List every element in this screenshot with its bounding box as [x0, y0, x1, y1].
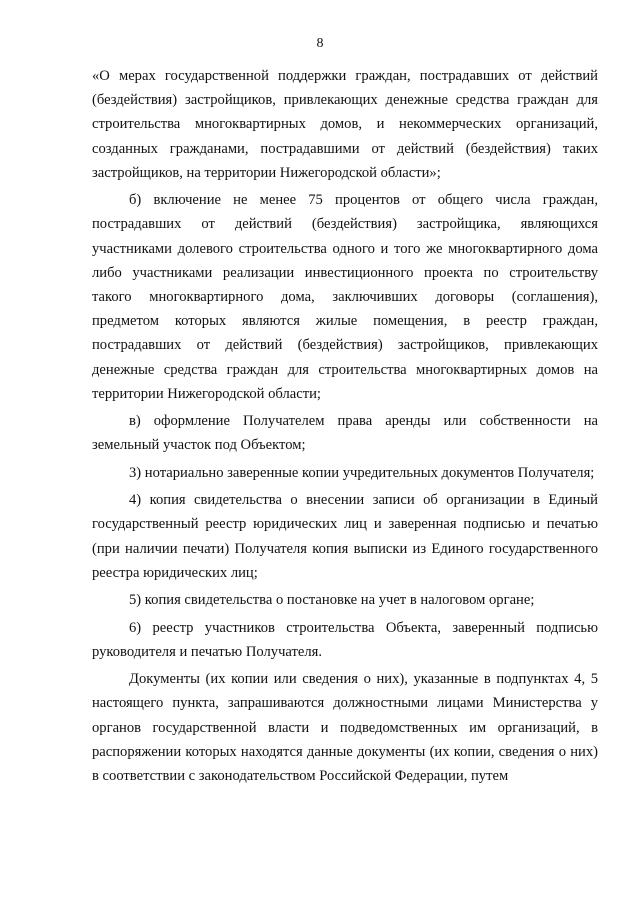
paragraph: 5) копия свидетельства о постановке на учет в налоговом органе;: [129, 592, 535, 609]
paragraph: б) включение не менее 75 процентов от общего числа граждан, пострадавших от действий (бездействия) застройщика, являющихся участниками долевого строительства одного и того же многоквартирного дома либо участниками реализации инвестиционного проекта по строительству такого многоквартирного дома, заключивших договоры (соглашения), предметом которых являются жилые помещения, в реестр граждан, пострадавших от действий (бездействия) застройщиков, привлекающих денежные средства граждан для строительства многоквартирных домов на территории Нижегородской области;: [92, 192, 598, 402]
page-number: 8: [316, 36, 324, 51]
paragraph: в) оформление Получателем права аренды или собственности на земельный участок под Объектом;: [92, 413, 598, 454]
paragraph: «О мерах государственной поддержки граждан, пострадавших от действий (бездействия) застройщиков, привлекающих денежные средства граждан для строительства многоквартирных домов, и некоммерческих организаций, созданных гражданами, пострадавшими от действий (бездействия) таких застройщиков, на территории Нижегородской области»;: [92, 68, 598, 181]
paragraph: 3) нотариально заверенные копии учредительных документов Получателя;: [129, 464, 595, 481]
document-body: [92, 64, 598, 791]
paragraph: Документы (их копии или сведения о них), указанные в подпунктах 4, 5 настоящего пункта, запрашиваются должностными лицами Министерства у органов государственной власти и подведомственных им организаций, в распоряжении которых находятся данные документы (их копии, сведения о них) в соответствии с законодательством Российской Федерации, путем: [92, 671, 598, 784]
paragraph: 6) реестр участников строительства Объекта, заверенный подписью руководителя и печатью Получателя.: [92, 619, 598, 660]
paragraph: 4) копия свидетельства о внесении записи об организации в Единый государственный реестр юридических лиц и заверенная подписью и печатью (при наличии печати) Получателя копия выписки из Единого государственного реестра юридических лиц;: [92, 492, 598, 581]
